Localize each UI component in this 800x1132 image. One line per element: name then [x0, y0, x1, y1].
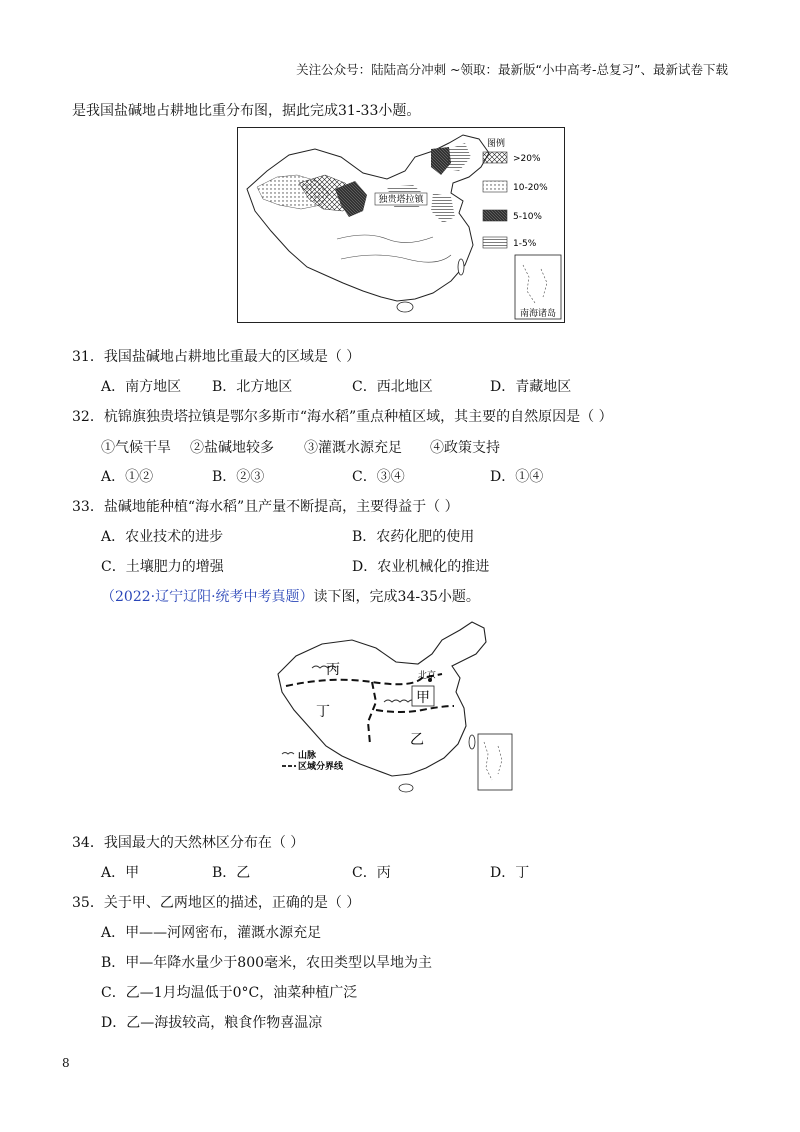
- region-label-bing: 丙: [326, 662, 340, 678]
- q34-option-a: A．甲: [101, 865, 140, 881]
- q32-option-a: A．①②: [101, 469, 154, 485]
- q33-stem: 33．盐碱地能种植“海水稻”且产量不断提高，主要得益于（ ）: [72, 499, 459, 515]
- q35-stem: 35．关于甲、乙两地区的描述，正确的是（ ）: [72, 895, 361, 911]
- china-regions-map: [272, 618, 528, 798]
- legend2-mountain: 山脉: [298, 751, 317, 761]
- south-sea-inset-2: [478, 734, 512, 790]
- q33-option-c: C．土壤肥力的增强: [101, 559, 224, 575]
- q34-option-b: B．乙: [212, 865, 251, 881]
- q35-option-c: C．乙—1月均温低于0°C，油菜种植广泛: [101, 985, 358, 1001]
- china-regions-map-svg: [272, 618, 528, 798]
- page-number: 8: [62, 1056, 70, 1070]
- region-label-jia: 甲: [416, 690, 430, 706]
- q31-option-a: A．南方地区: [101, 379, 182, 395]
- q32-stem: 32．杭锦旗独贵塔拉镇是鄂尔多斯市“海水稻”重点种植区域，其主要的自然原因是（ ）: [72, 409, 613, 425]
- saline-land-map-svg: [237, 127, 565, 323]
- legend1-item-4: 1-5%: [513, 239, 537, 249]
- q33-option-b: B．农药化肥的使用: [352, 529, 475, 545]
- q32-fact-1: ①气候干旱: [101, 440, 171, 456]
- q32-option-b: B．②③: [212, 469, 265, 485]
- q32-fact-4: ④政策支持: [430, 440, 500, 456]
- q31-option-b: B．北方地区: [212, 379, 293, 395]
- q32-option-c: C．③④: [352, 469, 405, 485]
- inset-label: 南海诸岛: [519, 309, 557, 319]
- legend1-item-3: 5-10%: [513, 212, 542, 222]
- saline-land-map: [237, 127, 565, 323]
- q35-option-a: A．甲——河网密布，灌溉水源充足: [101, 925, 322, 941]
- intro-text-1: 是我国盐碱地占耕地比重分布图，据此完成31-33小题。: [72, 103, 421, 119]
- q31-option-c: C．西北地区: [352, 379, 433, 395]
- town-label: 独贵塔拉镇: [378, 195, 424, 205]
- legend2-boundary: 区域分界线: [298, 762, 344, 772]
- q34-option-d: D．丁: [490, 865, 530, 881]
- q31-option-d: D．青藏地区: [490, 379, 572, 395]
- region-label-ding: 丁: [316, 704, 330, 720]
- q34-option-c: C．丙: [352, 865, 391, 881]
- city-label-beijing: 北京: [418, 671, 437, 681]
- intro-text-2-body: 读下图，完成34-35小题。: [313, 589, 480, 605]
- q35-option-d: D．乙—海拔较高，粮食作物喜温凉: [101, 1015, 323, 1031]
- q31-stem: 31．我国盐碱地占耕地比重最大的区域是（ ）: [72, 349, 361, 365]
- legend1-title: 图例: [487, 139, 506, 149]
- q35-option-b: B．甲—年降水量少于800毫米，农田类型以旱地为主: [101, 955, 433, 971]
- legend1-item-1: >20%: [513, 154, 541, 164]
- question-source: （2022·辽宁辽阳·统考中考真题）: [101, 589, 314, 605]
- intro-text-2: [101, 586, 480, 606]
- q33-option-d: D．农业机械化的推进: [352, 559, 490, 575]
- q32-option-d: D．①④: [490, 469, 544, 485]
- q33-option-a: A．农业技术的进步: [101, 529, 224, 545]
- q32-fact-2: ②盐碱地较多: [190, 440, 274, 456]
- legend1-item-2: 10-20%: [513, 183, 548, 193]
- page-header: 关注公众号：陆陆高分冲刺 ~领取：最新版“小中高考-总复习”、最新试卷下载: [296, 62, 728, 77]
- region-label-yi: 乙: [410, 732, 424, 748]
- q32-fact-3: ③灌溉水源充足: [304, 440, 402, 456]
- q34-stem: 34．我国最大的天然林区分布在（ ）: [72, 835, 305, 851]
